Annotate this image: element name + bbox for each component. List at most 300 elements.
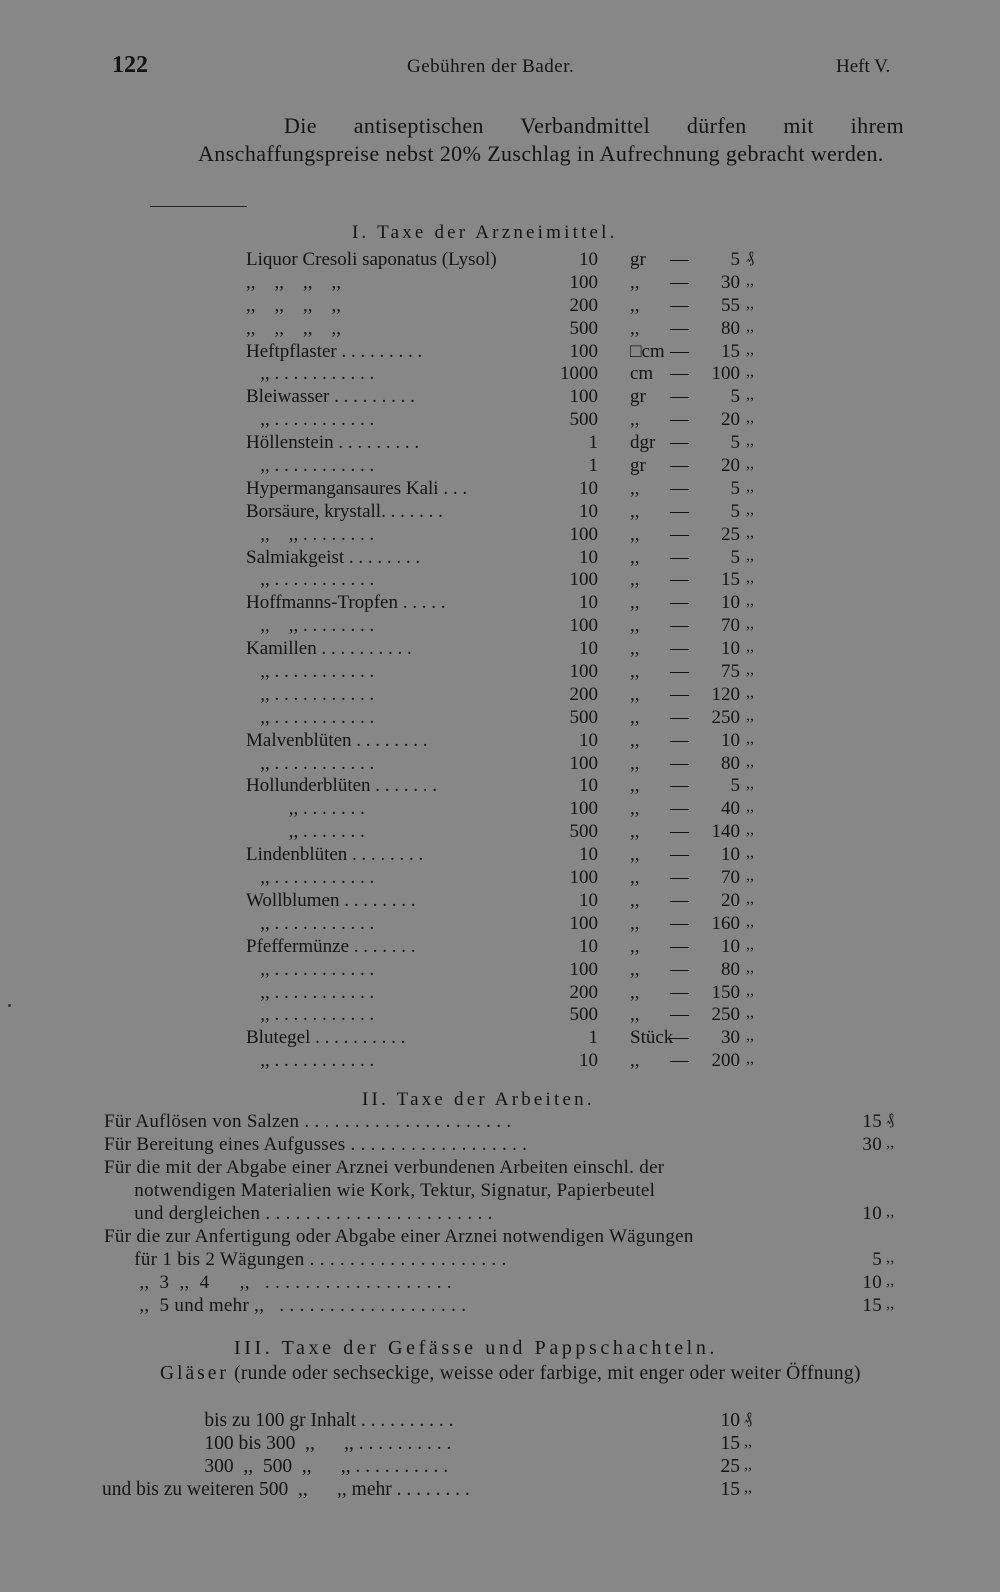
glass-price: 10 [720, 1410, 740, 1431]
drug-row [246, 569, 766, 592]
currency-mark: ,, [746, 477, 754, 495]
drug-row [246, 936, 766, 959]
currency-mark: ,, [746, 592, 754, 610]
drug-unit: ,, [630, 706, 640, 728]
dash-separator: — [670, 569, 689, 591]
drug-unit: ,, [630, 981, 640, 1003]
drug-price: 140 [711, 821, 740, 843]
drug-quantity: 100 [569, 386, 598, 408]
drug-name: ,, . . . . . . . . . . . [246, 683, 375, 705]
currency-mark: ,, [746, 409, 754, 427]
drug-row [246, 661, 766, 684]
dash-separator: — [670, 912, 689, 934]
drug-price: 20 [721, 409, 740, 431]
drug-row [246, 798, 766, 821]
drug-price: 10 [721, 935, 740, 957]
drug-price: 10 [721, 729, 740, 751]
drug-price: 120 [711, 683, 740, 705]
dash-separator: — [670, 706, 689, 728]
drug-row [246, 959, 766, 982]
drug-price: 15 [721, 340, 740, 362]
drug-row [246, 524, 766, 547]
drug-price: 5 [730, 500, 740, 522]
drug-quantity: 1 [588, 455, 598, 477]
currency-mark: ₰ [886, 1111, 895, 1128]
currency-mark: ₰ [746, 249, 754, 266]
currency-mark: ,, [746, 294, 754, 312]
drug-unit: ,, [630, 317, 640, 339]
dash-separator: — [670, 1050, 689, 1072]
work-text: und dergleichen . . . . . . . . . . . . . . . . . . . . . . . [104, 1203, 493, 1224]
work-rate: 15 [862, 1295, 882, 1316]
glasses-heading: Gläser [160, 1363, 229, 1384]
drug-quantity: 100 [569, 958, 598, 980]
drug-name: Höllenstein . . . . . . . . . [246, 432, 420, 454]
drug-unit: dgr [630, 432, 656, 454]
drug-unit: ,, [630, 294, 640, 316]
drug-row [246, 638, 766, 661]
drug-unit: ,, [630, 1004, 640, 1026]
drug-name: Liquor Cresoli saponatus (Lysol) [246, 249, 497, 270]
drug-unit: ,, [630, 775, 640, 797]
work-text: Für die mit der Abgabe einer Arznei verbundenen Arbeiten einschl. der [104, 1157, 665, 1178]
drug-quantity: 10 [579, 249, 598, 270]
drug-quantity: 500 [569, 409, 598, 431]
currency-mark: ,, [886, 1272, 895, 1289]
glasses-intro [104, 1363, 899, 1385]
drug-row [246, 913, 766, 936]
intro-paragraph [198, 112, 904, 168]
currency-mark: ,, [746, 912, 754, 930]
drug-name: ,, . . . . . . . . . . . [246, 981, 375, 1003]
section-2-title: II. Taxe der Arbeiten. [362, 1089, 595, 1110]
drug-row [246, 707, 766, 730]
drug-unit: ,, [630, 798, 640, 820]
drug-price: 40 [721, 798, 740, 820]
drug-price: 150 [711, 981, 740, 1003]
drug-quantity: 10 [579, 592, 598, 614]
drug-unit: ,, [630, 409, 640, 431]
drug-unit: □cm [630, 340, 665, 362]
drug-row [246, 249, 766, 272]
currency-mark: ,, [746, 844, 754, 862]
running-title: Gebühren der Bader. [407, 56, 575, 77]
drug-price: 200 [711, 1050, 740, 1072]
drug-row [246, 982, 766, 1005]
drug-unit: ,, [630, 867, 640, 889]
drug-price: 20 [721, 889, 740, 911]
drug-row [246, 478, 766, 501]
drug-unit: ,, [630, 661, 640, 683]
drug-quantity: 100 [569, 569, 598, 591]
work-row [104, 1134, 904, 1156]
currency-mark: ,, [746, 615, 754, 633]
currency-mark: ,, [886, 1249, 895, 1266]
drug-quantity: 500 [569, 1004, 598, 1026]
intro-text: Die antiseptischen Verbandmittel dürfen mit ihrem Anschaffungspreise nebst 20% Zuschlag in Aufrechnung gebracht werden. [198, 113, 904, 166]
drug-name: ,, . . . . . . . . . . . [246, 1050, 375, 1072]
drug-quantity: 100 [569, 867, 598, 889]
drug-quantity: 200 [569, 294, 598, 316]
work-text: ,, 3 ,, 4 ,, . . . . . . . . . . . . . . . . . . . [104, 1272, 452, 1293]
currency-mark: ,, [746, 958, 754, 976]
currency-mark: ,, [746, 455, 754, 473]
glasses-description: (runde oder sechseckige, weisse oder farbige, mit enger oder weiter Öffnung) [228, 1363, 861, 1384]
drug-price: 80 [721, 317, 740, 339]
currency-mark: ,, [744, 1479, 752, 1496]
dash-separator: — [670, 523, 689, 545]
drug-unit: ,, [630, 592, 640, 614]
drug-unit: gr [630, 249, 646, 270]
dash-separator: — [670, 249, 689, 270]
drug-name: ,, . . . . . . . . . . . [246, 409, 375, 431]
drug-name: ,, ,, ,, ,, [246, 271, 341, 293]
glass-row [102, 1456, 802, 1478]
currency-mark: ,, [886, 1295, 895, 1312]
drug-row [246, 295, 766, 318]
drug-unit: ,, [630, 615, 640, 637]
drug-row [246, 455, 766, 478]
drug-name: Blutegel . . . . . . . . . . [246, 1027, 406, 1049]
work-rate: 10 [862, 1203, 882, 1224]
work-row [104, 1203, 904, 1225]
separator-rule [150, 206, 247, 207]
work-rate: 15 [862, 1111, 882, 1132]
drug-name: Hoffmanns-Tropfen . . . . . [246, 592, 446, 614]
drug-name: ,, . . . . . . . . . . . [246, 867, 375, 889]
drug-name: ,, . . . . . . . [246, 821, 365, 843]
drug-price: 15 [721, 569, 740, 591]
drug-name: ,, ,, ,, ,, [246, 294, 341, 316]
drug-quantity: 500 [569, 317, 598, 339]
drug-row [246, 684, 766, 707]
drug-quantity: 1 [588, 1027, 598, 1049]
drug-price: 100 [711, 363, 740, 385]
currency-mark: ,, [746, 775, 754, 793]
drug-quantity: 100 [569, 752, 598, 774]
drug-quantity: 100 [569, 523, 598, 545]
drug-name: Heftpflaster . . . . . . . . . [246, 340, 423, 362]
dash-separator: — [670, 477, 689, 499]
dash-separator: — [670, 661, 689, 683]
dash-separator: — [670, 821, 689, 843]
drug-quantity: 10 [579, 844, 598, 866]
dash-separator: — [670, 798, 689, 820]
work-row [104, 1157, 904, 1179]
dash-separator: — [670, 729, 689, 751]
drug-row [246, 821, 766, 844]
dash-separator: — [670, 867, 689, 889]
drug-row [246, 341, 766, 364]
currency-mark: ,, [746, 821, 754, 839]
currency-mark: ,, [746, 271, 754, 289]
currency-mark: ,, [746, 569, 754, 587]
drug-row [246, 753, 766, 776]
work-rate: 5 [872, 1249, 882, 1270]
drug-row [246, 409, 766, 432]
dash-separator: — [670, 363, 689, 385]
drug-unit: ,, [630, 477, 640, 499]
drug-name: Salmiakgeist . . . . . . . . [246, 546, 421, 568]
glass-text: 100 bis 300 ,, ,, . . . . . . . . . . [102, 1433, 452, 1454]
drug-price: 55 [721, 294, 740, 316]
currency-mark: ,, [746, 867, 754, 885]
drug-row [246, 386, 766, 409]
drug-quantity: 10 [579, 729, 598, 751]
drug-unit: ,, [630, 569, 640, 591]
dash-separator: — [670, 432, 689, 454]
drug-price: 10 [721, 592, 740, 614]
currency-mark: ,, [746, 1050, 754, 1068]
drug-quantity: 10 [579, 500, 598, 522]
currency-mark: ,, [746, 889, 754, 907]
drug-row [246, 615, 766, 638]
work-row [104, 1226, 904, 1248]
drug-unit: ,, [630, 729, 640, 751]
drug-price: 5 [730, 386, 740, 408]
work-text: Für Auflösen von Salzen . . . . . . . . . . . . . . . . . . . . . [104, 1111, 512, 1132]
work-text: für 1 bis 2 Wägungen . . . . . . . . . . . . . . . . . . . . [104, 1249, 507, 1270]
drug-name: Hollunderblüten . . . . . . . [246, 775, 438, 797]
currency-mark: ,, [746, 363, 754, 381]
drug-row [246, 1004, 766, 1027]
drug-row [246, 730, 766, 753]
drug-row [246, 1027, 766, 1050]
drug-unit: Stück [630, 1027, 674, 1049]
drug-price: 160 [711, 912, 740, 934]
glass-row [102, 1410, 802, 1432]
drug-price: 10 [721, 638, 740, 660]
drug-price: 80 [721, 958, 740, 980]
drug-quantity: 1 [588, 432, 598, 454]
dash-separator: — [670, 317, 689, 339]
drug-name: ,, . . . . . . . . . . . [246, 752, 375, 774]
drug-name: Lindenblüten . . . . . . . . [246, 844, 424, 866]
dash-separator: — [670, 935, 689, 957]
page-header [0, 52, 1000, 82]
dash-separator: — [670, 592, 689, 614]
drug-quantity: 100 [569, 615, 598, 637]
currency-mark: ,, [744, 1456, 752, 1473]
currency-mark: ,, [746, 523, 754, 541]
drug-name: Pfeffermünze . . . . . . . [246, 935, 416, 957]
currency-mark: ,, [746, 661, 754, 679]
drug-unit: gr [630, 386, 646, 408]
drug-row [246, 318, 766, 341]
currency-mark: ,, [746, 546, 754, 564]
dash-separator: — [670, 1004, 689, 1026]
drug-row [246, 432, 766, 455]
dash-separator: — [670, 615, 689, 637]
currency-mark: ,, [746, 1004, 754, 1022]
drug-price: 5 [730, 775, 740, 797]
drug-quantity: 100 [569, 912, 598, 934]
drug-price: 25 [721, 523, 740, 545]
drug-price: 30 [721, 271, 740, 293]
drug-row [246, 775, 766, 798]
drug-quantity: 10 [579, 546, 598, 568]
drug-name: Bleiwasser . . . . . . . . . [246, 386, 415, 408]
drug-row [246, 501, 766, 524]
drug-name: Hypermangansaures Kali . . . [246, 477, 468, 499]
drug-unit: ,, [630, 958, 640, 980]
currency-mark: ,, [886, 1203, 895, 1220]
currency-mark: ,, [746, 317, 754, 335]
glass-text: 300 ,, 500 ,, ,, . . . . . . . . . . [102, 1456, 449, 1477]
drug-unit: ,, [630, 546, 640, 568]
dash-separator: — [670, 638, 689, 660]
drug-quantity: 10 [579, 477, 598, 499]
currency-mark: ,, [746, 729, 754, 747]
dash-separator: — [670, 500, 689, 522]
glass-row [102, 1479, 802, 1501]
drug-name: ,, ,, ,, ,, [246, 317, 341, 339]
drug-price: 70 [721, 615, 740, 637]
drug-unit: ,, [630, 523, 640, 545]
drug-price: 5 [730, 546, 740, 568]
dash-separator: — [670, 683, 689, 705]
drug-quantity: 10 [579, 1050, 598, 1072]
currency-mark: ,, [744, 1433, 752, 1450]
drug-row [246, 547, 766, 570]
drug-name: ,, . . . . . . . . . . . [246, 958, 375, 980]
drug-unit: ,, [630, 1050, 640, 1072]
drug-price-list [246, 249, 766, 1073]
drug-name: ,, . . . . . . . [246, 798, 365, 820]
dash-separator: — [670, 1027, 689, 1049]
drug-name: Wollblumen . . . . . . . . [246, 889, 416, 911]
issue-label: Heft V. [836, 56, 891, 77]
currency-mark: ,, [746, 683, 754, 701]
section-1-title: I. Taxe der Arzneimittel. [352, 222, 618, 243]
drug-name: ,, . . . . . . . . . . . [246, 661, 375, 683]
drug-unit: gr [630, 455, 646, 477]
drug-name: ,, . . . . . . . . . . . [246, 1004, 375, 1026]
work-row [104, 1249, 904, 1271]
dash-separator: — [670, 546, 689, 568]
drug-quantity: 10 [579, 889, 598, 911]
drug-quantity: 100 [569, 340, 598, 362]
work-text: Für Bereitung eines Aufgusses . . . . . . . . . . . . . . . . . . [104, 1134, 528, 1155]
drug-quantity: 10 [579, 935, 598, 957]
drug-row [246, 890, 766, 913]
drug-price: 5 [730, 477, 740, 499]
drug-name: Malvenblüten . . . . . . . . [246, 729, 428, 751]
drug-unit: ,, [630, 683, 640, 705]
work-text: Für die zur Anfertigung oder Abgabe einer Arznei notwendigen Wägungen [104, 1226, 694, 1247]
drug-quantity: 500 [569, 821, 598, 843]
work-row [104, 1180, 904, 1202]
glass-text: bis zu 100 gr Inhalt . . . . . . . . . . [102, 1410, 454, 1431]
drug-unit: ,, [630, 500, 640, 522]
work-row [104, 1295, 904, 1317]
currency-mark: ,, [746, 340, 754, 358]
drug-row [246, 592, 766, 615]
currency-mark: ,, [746, 798, 754, 816]
currency-mark: ,, [886, 1134, 895, 1151]
drug-quantity: 100 [569, 661, 598, 683]
glass-row [102, 1433, 802, 1455]
drug-name: ,, . . . . . . . . . . . [246, 912, 375, 934]
currency-mark: ,, [746, 386, 754, 404]
drug-quantity: 200 [569, 683, 598, 705]
dash-separator: — [670, 386, 689, 408]
dash-separator: — [670, 981, 689, 1003]
drug-name: ,, ,, . . . . . . . . [246, 615, 375, 637]
print-speck [8, 1004, 11, 1007]
drug-price: 30 [721, 1027, 740, 1049]
currency-mark: ,, [746, 500, 754, 518]
drug-name: ,, . . . . . . . . . . . [246, 363, 375, 385]
currency-mark: ,, [746, 935, 754, 953]
drug-unit: ,, [630, 638, 640, 660]
drug-quantity: 200 [569, 981, 598, 1003]
drug-name: Borsäure, krystall. . . . . . . [246, 500, 443, 522]
glass-price: 15 [720, 1433, 740, 1454]
dash-separator: — [670, 294, 689, 316]
work-rate: 30 [862, 1134, 882, 1155]
work-text: notwendigen Materialien wie Kork, Tektur, Signatur, Papierbeutel [104, 1180, 656, 1201]
drug-unit: ,, [630, 271, 640, 293]
drug-quantity: 1000 [560, 363, 598, 385]
drug-price: 20 [721, 455, 740, 477]
drug-unit: ,, [630, 889, 640, 911]
currency-mark: ,, [746, 432, 754, 450]
drug-name: ,, . . . . . . . . . . . [246, 569, 375, 591]
drug-name: ,, ,, . . . . . . . . [246, 523, 375, 545]
drug-price: 5 [730, 432, 740, 454]
drug-price: 250 [711, 706, 740, 728]
drug-quantity: 100 [569, 798, 598, 820]
drug-price: 75 [721, 661, 740, 683]
drug-quantity: 500 [569, 706, 598, 728]
currency-mark: ,, [746, 981, 754, 999]
work-text: ,, 5 und mehr ,, . . . . . . . . . . . . . . . . . . . [104, 1295, 467, 1316]
currency-mark: ,, [746, 638, 754, 656]
drug-price: 70 [721, 867, 740, 889]
currency-mark: ,, [746, 752, 754, 770]
dash-separator: — [670, 455, 689, 477]
dash-separator: — [670, 409, 689, 431]
currency-mark: ₰ [744, 1410, 752, 1427]
currency-mark: ,, [746, 706, 754, 724]
dash-separator: — [670, 340, 689, 362]
drug-quantity: 10 [579, 775, 598, 797]
work-row [104, 1272, 904, 1294]
drug-quantity: 10 [579, 638, 598, 660]
drug-unit: ,, [630, 912, 640, 934]
dash-separator: — [670, 752, 689, 774]
drug-price: 80 [721, 752, 740, 774]
drug-row [246, 363, 766, 386]
drug-unit: ,, [630, 844, 640, 866]
drug-unit: ,, [630, 935, 640, 957]
work-rate: 10 [862, 1272, 882, 1293]
drug-name: ,, . . . . . . . . . . . [246, 455, 375, 477]
dash-separator: — [670, 775, 689, 797]
drug-row [246, 1050, 766, 1073]
page-number: 122 [112, 52, 148, 78]
drug-name: Kamillen . . . . . . . . . . [246, 638, 412, 660]
dash-separator: — [670, 889, 689, 911]
drug-unit: cm [630, 363, 654, 385]
drug-row [246, 844, 766, 867]
drug-unit: ,, [630, 752, 640, 774]
glass-price: 15 [720, 1479, 740, 1500]
drug-row [246, 867, 766, 890]
drug-name: ,, . . . . . . . . . . . [246, 706, 375, 728]
drug-price: 5 [730, 249, 740, 270]
